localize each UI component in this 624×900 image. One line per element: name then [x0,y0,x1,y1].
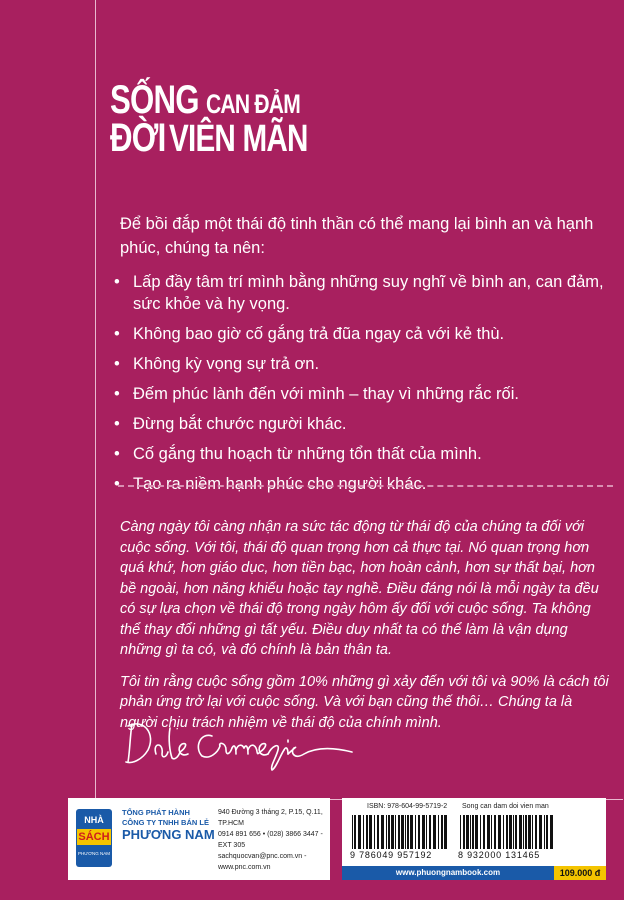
barcode-bar [441,815,443,849]
publisher-name-block [122,808,215,842]
barcode-bar [532,815,533,849]
barcode-bar [433,815,436,849]
bullet-item [112,384,612,406]
barcode-bar [388,815,390,849]
barcode-bar [494,815,496,849]
dashed-divider [118,485,613,487]
barcode-bar [544,815,545,849]
barcode-bar [460,815,461,849]
logo-text-nha: NHÀ [84,815,104,825]
bullet-text: Không kỳ vọng sự trả ơn. [133,354,320,373]
barcode-bar [418,815,420,849]
barcode-bar [498,815,501,849]
barcode-bar [398,815,400,849]
bullet-dot-icon: • [114,354,120,373]
publisher-address-block [218,807,328,873]
barcode-bar [487,815,490,849]
isbn-text: ISBN: 978-604-99-5719-2 [367,803,448,810]
bullet-item [112,414,612,436]
bullet-text: Cố gắng thu hoạch từ những tổn thất của mình. [133,444,482,463]
barcode-bar [369,815,372,849]
publisher-line-2: CÔNG TY TNHH BÁN LẺ [122,818,209,827]
mini-title-text: Song can dam doi vien man [462,803,549,810]
bullet-item [112,354,612,376]
barcode-bar [391,815,394,849]
price-tag: 109.000 đ [554,866,606,880]
barcode-bar [426,815,427,849]
barcode-bar [491,815,492,849]
title-line-2 [110,118,347,158]
barcode-bar [503,815,504,849]
logo-text-sach: SÁCH [78,831,110,843]
barcode-bar [386,815,387,849]
publisher-contact: sachquocvan@pnc.com.vn - www.pnc.com.vn [218,853,307,871]
barcode-bar [395,815,396,849]
publisher-box [68,798,330,880]
bullet-dot-icon: • [114,384,120,403]
barcode-bar [519,815,522,849]
barcode-bar [513,815,514,849]
bullet-text: Đừng bắt chước người khác. [133,414,347,433]
bullet-dot-icon: • [114,324,120,343]
title-line-1 [110,80,326,120]
isbn-barcode-number: 9 786049 957192 [350,850,433,860]
barcode-bar [354,815,356,849]
bullet-text: Lấp đầy tâm trí mình bằng những suy nghĩ về bình an, can đảm, sức khỏe và hy vọng. [133,273,604,313]
barcode-bar [506,815,508,849]
bullet-list [112,272,612,504]
barcode-bar [401,815,404,849]
barcode-bar [525,815,527,849]
publisher-name: PHƯƠNG NAM [122,827,215,842]
barcode-bar [515,815,517,849]
barcode-bar [366,815,368,849]
barcode-bar [410,815,413,849]
quote-paragraph-1: Càng ngày tôi càng nhận ra sức tác động từ thái độ của chúng ta đối với cuộc sống. Với tôi, thái độ quan trọng hơn cả thực tại. Nó quan trọng hơn quá khứ, hơn giáo dục, hơn tiền bạc, hơn hoàn cảnh, hơn sự thất bại, hơn bề ngoài, hơn năng khiếu hoặc tay nghề. Điều đáng nói là mỗi ngày ta đều có sự lựa chọn về thái độ trong ngày hôm ấy đối với cuộc sống. Ta không thể thay đổi những gì tất yếu. Điều duy nhất ta có thể làm là vận dụng những gì ta có, và đó chính là bản thân ta. [120,519,599,658]
author-signature [122,712,362,772]
barcode-bar [463,815,465,849]
barcode-bar [550,815,553,849]
barcode-bar [429,815,431,849]
barcode-bar [363,815,364,849]
barcode-bar [438,815,439,849]
bullet-text: Tạo ra niềm hạnh phúc cho người khác. [133,474,427,493]
barcode-bar [415,815,416,849]
barcode-bar [405,815,406,849]
barcode-bar [539,815,542,849]
barcode-bar [407,815,409,849]
bullet-dot-icon: • [114,474,120,493]
publisher-phone: 0914 891 656 • (028) 3866 3447 - EXT 305 [218,831,323,849]
barcode-bar [472,815,474,849]
title-word-song: SỐNG [110,78,199,122]
product-barcode-number: 8 932000 131465 [458,850,541,860]
publisher-address: 940 Đường 3 tháng 2, P.15, Q.11, TP.HCM [218,809,323,827]
bullet-item [112,444,612,466]
quote-paragraph-2: Tôi tin rằng cuộc sống gồm 10% những gì xảy đến với tôi và 90% là cách tôi phản ứng trở lại với cuộc sống. Và với bạn cũng thế thôi… Chúng ta là người chịu trách nhiệm về thái độ của chính mình. [120,673,609,731]
bullet-dot-icon: • [114,444,120,463]
bullet-item [112,324,612,346]
publisher-logo [76,809,112,867]
barcode-bar [523,815,524,849]
website-link[interactable]: www.phuongnambook.com [342,866,554,880]
barcode-bar [381,815,384,849]
barcode-bar [466,815,469,849]
barcode-bar [444,815,447,849]
barcode-bar [352,815,353,849]
bullet-dot-icon: • [114,414,120,433]
title-word-doi: ĐỜI [110,116,166,160]
barcode-bar [422,815,425,849]
bullet-text: Đếm phúc lành đến với mình – thay vì những rắc rối. [133,384,519,403]
barcode-bar [358,815,361,849]
barcode-bar [546,815,548,849]
quote-block [120,517,610,744]
barcode-bar [509,815,512,849]
barcode-bar [483,815,485,849]
barcode-bar [374,815,375,849]
bullet-dot-icon: • [114,273,120,291]
barcode-bar [480,815,481,849]
intro-text: Để bồi đắp một thái độ tinh thần có thể mang lại bình an và hạnh phúc, chúng ta nên: [120,215,594,257]
title-word-vien-man: VIÊN MÃN [169,118,308,160]
barcode-bar [470,815,471,849]
publisher-line-1: TỔNG PHÁT HÀNH [122,808,190,817]
bullet-item [112,272,612,315]
bullet-text: Không bao giờ cố gắng trả đũa ngay cả với kẻ thù. [133,324,505,343]
title-word-can-dam: CAN ĐẢM [205,89,300,119]
logo-text-phuong-nam: PHƯƠNG NAM [78,851,110,856]
barcode-bar [528,815,531,849]
barcode-bar [475,815,478,849]
barcode-bar [377,815,379,849]
barcode-bar [535,815,537,849]
